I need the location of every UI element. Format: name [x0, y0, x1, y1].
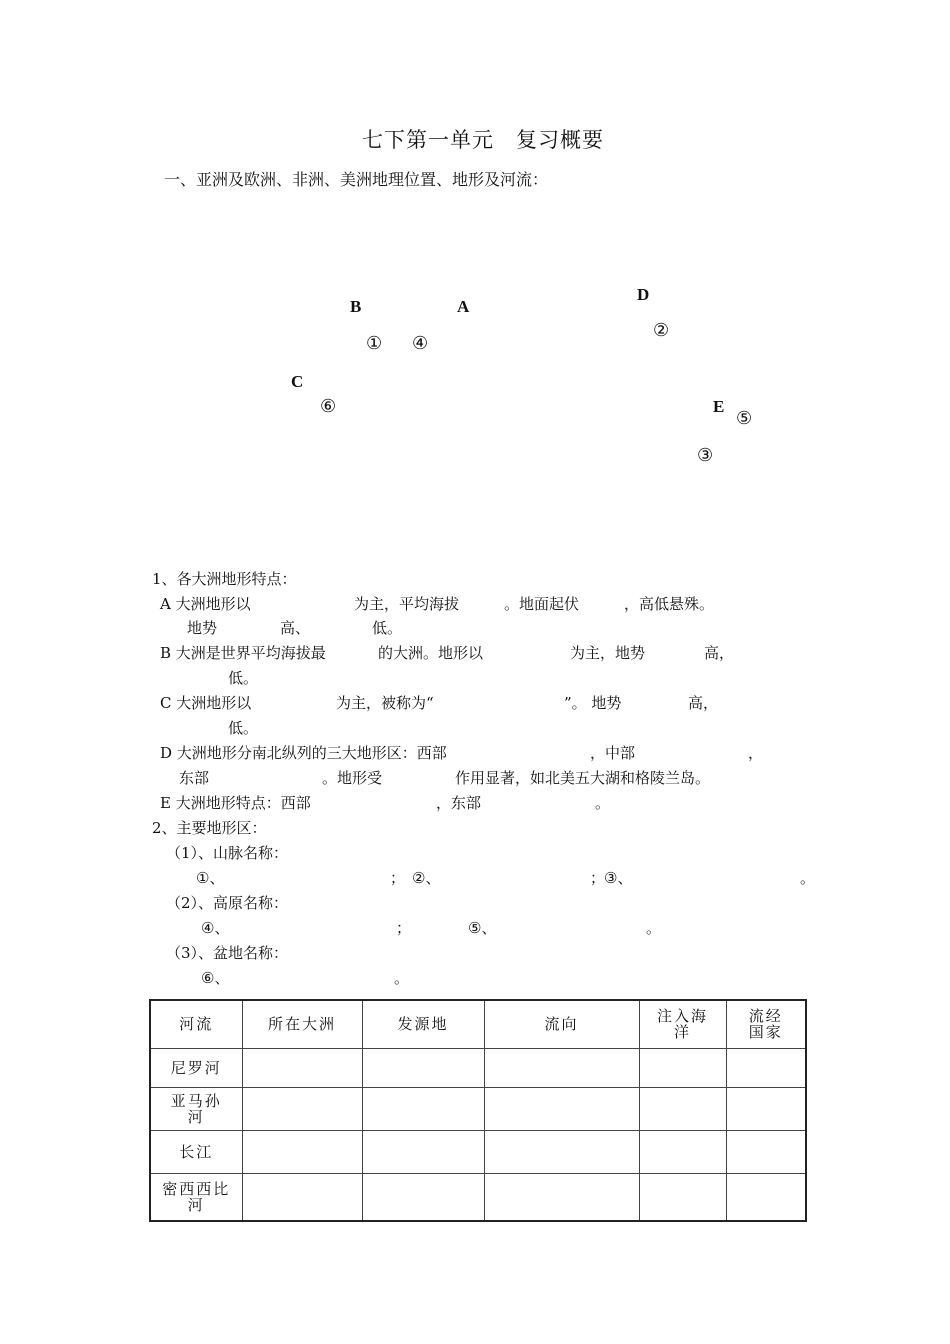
- q1-a-text: A 大洲地形以: [160, 595, 251, 613]
- rivers-table: [149, 999, 807, 1222]
- answer-cell[interactable]: [362, 1130, 484, 1173]
- separator: 。: [394, 969, 410, 987]
- q1-c-text: C 大洲地形以: [160, 694, 252, 712]
- answer-cell[interactable]: [639, 1087, 726, 1130]
- answer-cell[interactable]: [726, 1173, 806, 1221]
- header-ocean: 注入海洋: [639, 1000, 726, 1048]
- q1-a-text: 高、: [280, 619, 311, 637]
- map-label-e: E: [713, 397, 725, 416]
- q1-a-text: 。地面起伏: [504, 595, 580, 613]
- header-direction: 流向: [484, 1000, 639, 1048]
- river-name: 长江: [150, 1130, 242, 1173]
- plateaus-heading: （2）、高原名称：: [166, 894, 289, 912]
- q2-heading: 2、主要地形区：: [152, 819, 267, 837]
- q1-c-text: 为主，被称为“: [336, 694, 434, 712]
- table-row: [150, 1173, 806, 1221]
- separator: ；: [390, 869, 406, 887]
- header-continent: 所在大洲: [242, 1000, 362, 1048]
- q1-e-text: ，东部: [436, 794, 482, 812]
- map-label-c: C: [291, 372, 304, 391]
- map-marker-2: ②: [653, 320, 670, 341]
- map-label-a: A: [457, 297, 470, 316]
- map-marker-4: ④: [412, 333, 429, 354]
- q1-d-text: 。地形受: [322, 769, 383, 787]
- separator: 。: [646, 919, 662, 937]
- river-name: 亚马孙河: [150, 1087, 242, 1130]
- q1-b-text: B 大洲是世界平均海拔最: [160, 644, 326, 662]
- page-title: 七下第一单元 复习概要: [362, 128, 604, 152]
- q1-d-text: ，中部: [590, 744, 636, 762]
- answer-cell[interactable]: [362, 1173, 484, 1221]
- answer-cell[interactable]: [242, 1130, 362, 1173]
- map-label-b: B: [350, 297, 362, 316]
- plateau-5-label: ⑤、: [468, 919, 497, 937]
- q1-a-text: 为主，平均海拔: [354, 595, 460, 613]
- mountains-heading: （1）、山脉名称：: [166, 844, 289, 862]
- q1-a-text: ，高低悬殊。: [624, 595, 715, 613]
- q1-d-text: ，: [748, 744, 764, 762]
- q1-c-text: 低。: [228, 719, 259, 737]
- answer-cell[interactable]: [726, 1048, 806, 1087]
- header-countries: 流经国家: [726, 1000, 806, 1048]
- q1-e-text: 。: [595, 794, 611, 812]
- header-river: 河流: [150, 1000, 242, 1048]
- q1-a-text: 地势: [187, 619, 218, 637]
- answer-cell[interactable]: [362, 1048, 484, 1087]
- q1-b-text: 低。: [228, 669, 259, 687]
- answer-cell[interactable]: [639, 1173, 726, 1221]
- answer-cell[interactable]: [242, 1087, 362, 1130]
- river-name: 密西西比河: [150, 1173, 242, 1221]
- mountain-1-label: ①、: [196, 869, 225, 887]
- section-heading-1: 一、亚洲及欧洲、非洲、美洲地理位置、地形及河流：: [164, 170, 549, 189]
- answer-cell[interactable]: [639, 1048, 726, 1087]
- map-marker-3: ③: [697, 445, 714, 466]
- map-marker-6: ⑥: [320, 396, 337, 417]
- answer-cell[interactable]: [242, 1048, 362, 1087]
- q1-b-text: 高，: [704, 644, 735, 662]
- q1-a-text: 低。: [372, 619, 403, 637]
- answer-cell[interactable]: [639, 1130, 726, 1173]
- q1-b-text: 的大洲。地形以: [378, 644, 484, 662]
- table-row: [150, 1048, 806, 1087]
- mountain-2-label: ②、: [412, 869, 441, 887]
- answer-cell[interactable]: [484, 1173, 639, 1221]
- answer-cell[interactable]: [726, 1130, 806, 1173]
- q1-heading: 1、各大洲地形特点：: [152, 570, 297, 588]
- separator: 。: [800, 869, 816, 887]
- q1-c-text: 高，: [688, 694, 719, 712]
- table-row: [150, 1130, 806, 1173]
- table-header-row: [150, 1000, 806, 1048]
- q1-d-text: 东部: [179, 769, 210, 787]
- answer-cell[interactable]: [484, 1130, 639, 1173]
- answer-cell[interactable]: [484, 1048, 639, 1087]
- q1-c-text: ”。 地势: [564, 694, 622, 712]
- q1-b-text: 为主，地势: [570, 644, 646, 662]
- header-source: 发源地: [362, 1000, 484, 1048]
- table-row: [150, 1087, 806, 1130]
- mountain-3-label: ③、: [604, 869, 633, 887]
- basins-heading: （3）、盆地名称：: [166, 944, 289, 962]
- map-label-d: D: [637, 285, 650, 304]
- basin-6-label: ⑥、: [201, 969, 230, 987]
- map-marker-5: ⑤: [736, 408, 753, 429]
- separator: ；: [590, 869, 606, 887]
- map-marker-1: ①: [366, 333, 383, 354]
- q1-d-text: 作用显著，如北美五大湖和格陵兰岛。: [455, 769, 711, 787]
- q1-e-text: E 大洲地形特点：西部: [160, 794, 311, 812]
- answer-cell[interactable]: [242, 1173, 362, 1221]
- answer-cell[interactable]: [484, 1087, 639, 1130]
- q1-d-text: D 大洲地形分南北纵列的三大地形区：西部: [160, 744, 447, 762]
- separator: ；: [396, 919, 412, 937]
- answer-cell[interactable]: [726, 1087, 806, 1130]
- river-name: 尼罗河: [150, 1048, 242, 1087]
- answer-cell[interactable]: [362, 1087, 484, 1130]
- plateau-4-label: ④、: [201, 919, 230, 937]
